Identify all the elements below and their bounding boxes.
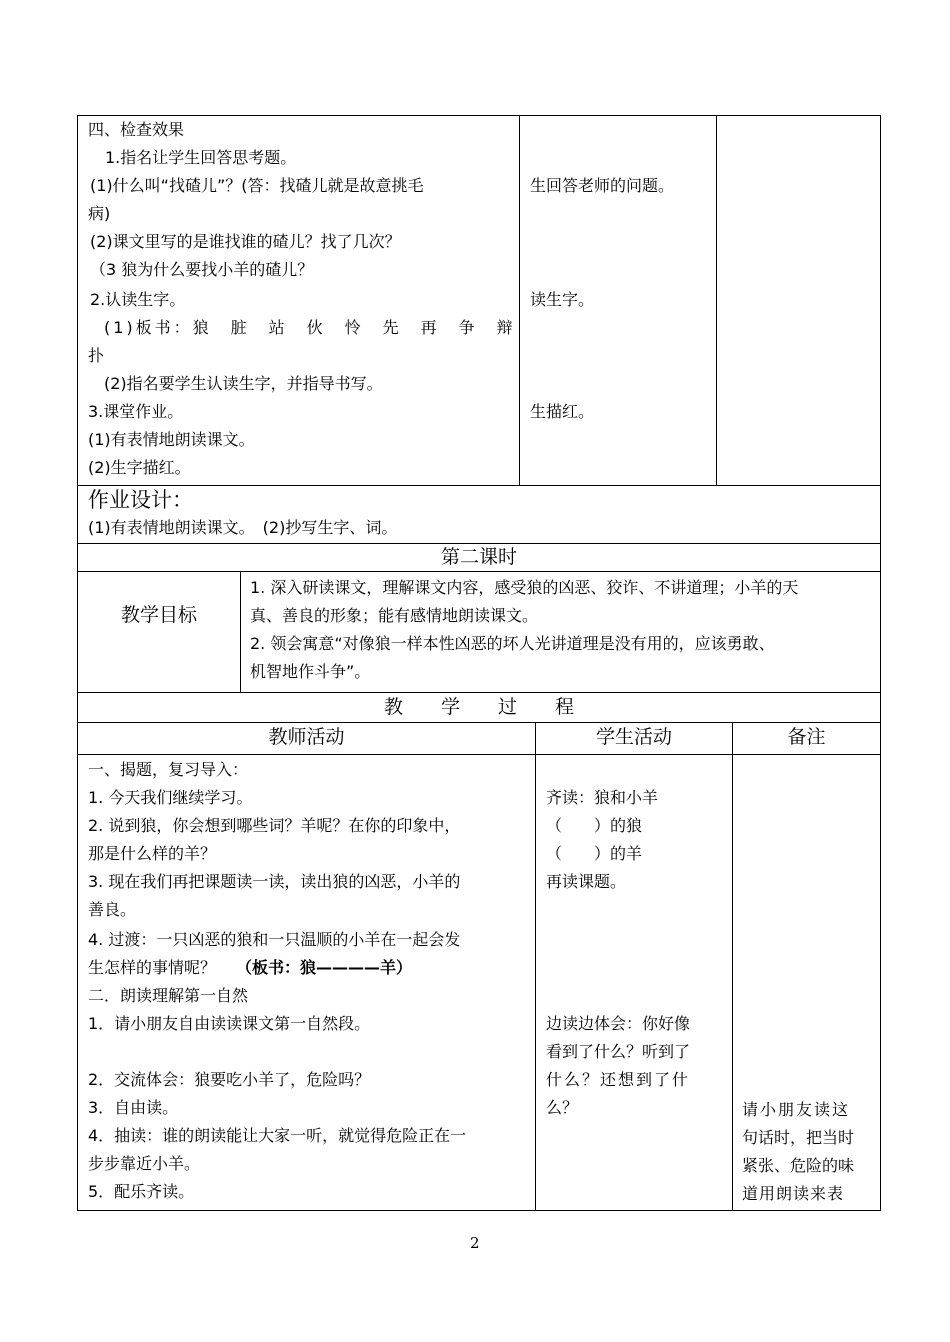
text-line: （ ）的羊	[546, 844, 643, 863]
text-line: 1．请小朋友自由读读课文第一自然段。	[88, 1014, 371, 1033]
text-line: 1. 今天我们继续学习。	[88, 788, 253, 807]
homework-title: 作业设计：	[88, 488, 193, 512]
text-line: 3．自由读。	[88, 1098, 179, 1117]
text-line: (2)生字描红。	[88, 458, 191, 477]
text-line: 生描红。	[530, 402, 595, 421]
col-divider	[732, 722, 733, 1211]
text-line: 1.指名让学生回答思考题。	[105, 148, 297, 167]
text-line: 那是什么样的羊？	[88, 844, 217, 863]
text-line: 2．交流体会：狼要吃小羊了，危险吗？	[88, 1070, 371, 1089]
header-teacher-activity: 教师活动	[268, 726, 345, 748]
text-line: 边读边体会：你好像	[546, 1014, 691, 1033]
text-line: 5．配乐齐读。	[88, 1182, 195, 1201]
col-divider	[240, 571, 241, 692]
row-divider	[77, 571, 881, 572]
goal-line: 2. 领会寓意“对像狼一样本性凶恶的坏人光讲道理是没有用的，应该勇敢、	[250, 634, 775, 653]
text-line: 句话时，把当时	[742, 1128, 855, 1147]
text-line: 请小朋友读这	[742, 1100, 851, 1119]
text-line: 扑	[88, 346, 105, 365]
text-line: 么？	[546, 1098, 579, 1117]
row-divider	[77, 754, 881, 755]
goal-line: 真、善良的形象；能有感情地朗读课文。	[250, 606, 539, 625]
text-line: (1)什么叫“找碴儿”？(答：找碴儿就是故意挑毛	[90, 176, 424, 195]
text-line: （3 狼为什么要找小羊的碴儿？	[90, 260, 314, 279]
text-line: (1)有表情地朗读课文。	[88, 430, 255, 449]
text-line: 生怎样的事情呢？	[88, 958, 217, 977]
page-number: 2	[470, 1234, 480, 1252]
text-line: （ ）的狼	[546, 816, 643, 835]
text-line: (2)指名要学生认读生字，并指导书写。	[104, 374, 383, 393]
text-line: 道用朗读来表	[742, 1184, 845, 1203]
lesson2-title: 第二课时	[440, 546, 517, 568]
text-line: 生回答老师的问题。	[530, 176, 675, 195]
text-line: 步步靠近小羊。	[88, 1154, 201, 1173]
board-writing: （板书：狼————羊）	[236, 958, 413, 977]
text-line: 齐读：狼和小羊	[546, 788, 659, 807]
text-line: 四、检查效果	[88, 120, 185, 139]
col-divider	[519, 115, 520, 485]
text-line: 二．朗读理解第一自然	[88, 986, 249, 1005]
process-title: 教 学 过 程	[383, 696, 574, 718]
text-line: 什么？还想到了什	[546, 1070, 691, 1089]
row-divider	[77, 485, 881, 486]
table-border-top	[77, 115, 881, 116]
text-line: 4．抽读：谁的朗读能让大家一听，就觉得危险正在一	[88, 1126, 467, 1145]
text-line: 2.认读生字。	[90, 290, 186, 309]
table-border-left	[77, 115, 78, 1211]
col-divider	[716, 115, 717, 485]
text-line: 看到了什么？听到了	[546, 1042, 691, 1061]
teaching-goals-label: 教学目标	[120, 604, 197, 626]
text-line: 善良。	[88, 900, 137, 919]
text-line: 一、揭题，复习导入：	[88, 760, 249, 779]
header-notes: 备注	[787, 726, 826, 748]
text-line: 3. 现在我们再把课题读一读，读出狼的凶恶，小羊的	[88, 872, 461, 891]
table-border-bottom	[77, 1210, 881, 1211]
text-line: (1)板书：狼 脏 站 伙 怜 先 再 争 辩	[104, 318, 516, 337]
table-border-right	[880, 115, 881, 1211]
goal-line: 1. 深入研读课文，理解课文内容，感受狼的凶恶、狡诈、不讲道理；小羊的天	[250, 578, 799, 597]
goal-line: 机智地作斗争”。	[250, 662, 371, 681]
text-line: 2. 说到狼，你会想到哪些词？羊呢？在你的印象中，	[88, 816, 461, 835]
text-line: 再读课题。	[546, 872, 627, 891]
header-student-activity: 学生活动	[595, 726, 672, 748]
text-line: 紧张、危险的味	[742, 1156, 855, 1175]
text-line: (2)课文里写的是谁找谁的碴儿？找了几次？	[90, 232, 401, 251]
text-line: 3.课堂作业。	[88, 402, 184, 421]
text-line: 4. 过渡：一只凶恶的狼和一只温顺的小羊在一起会发	[88, 930, 461, 949]
col-divider	[535, 722, 536, 1211]
homework-content: (1)有表情地朗读课文。 (2)抄写生字、词。	[88, 518, 398, 537]
text-line: 病)	[88, 204, 111, 223]
text-line: 读生字。	[530, 290, 595, 309]
